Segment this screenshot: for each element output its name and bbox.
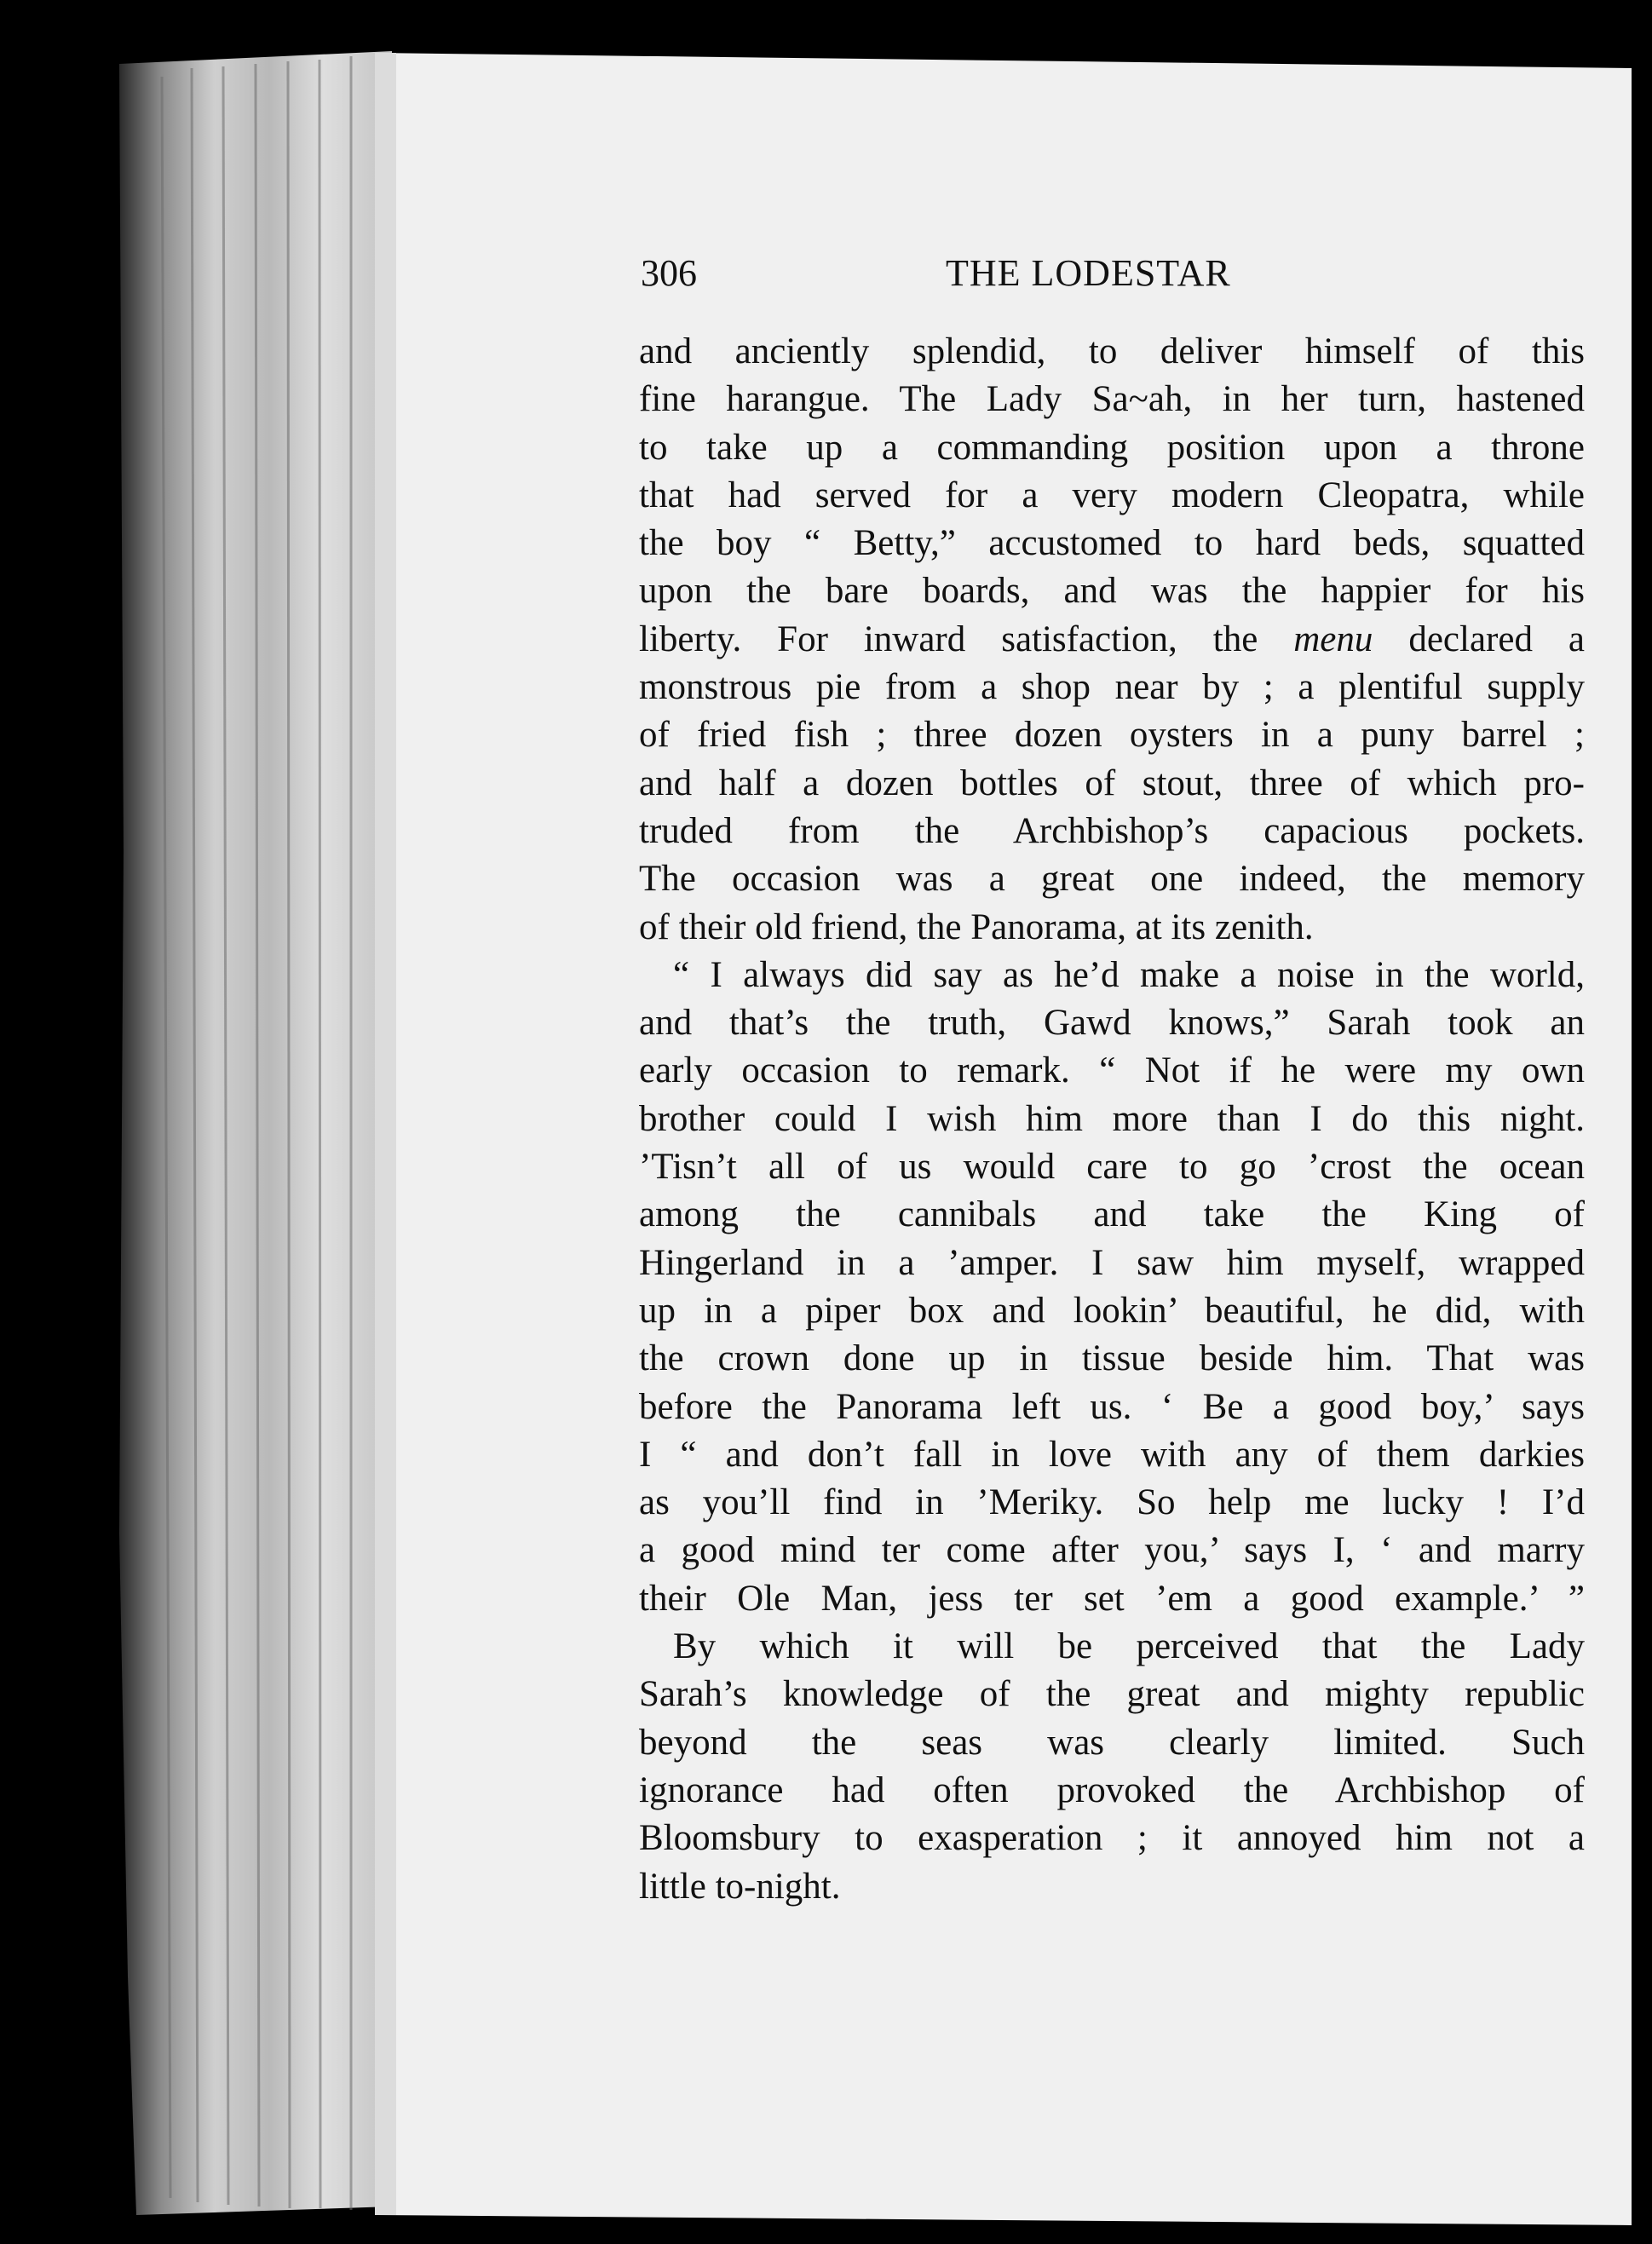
text-line: and anciently splendid, to deliver himself of this (639, 331, 1585, 371)
text-line: before the Panorama left us. ‘ Be a good boy,’ says (639, 1386, 1585, 1427)
text-line: “ I always did say as he’d make a noise in the world, (673, 954, 1585, 995)
text-line: little to-night. (639, 1866, 841, 1907)
text-line: a good mind ter come after you,’ says I, ‘ and marry (639, 1530, 1585, 1571)
text-line: Bloomsbury to exasperation ; it annoyed him not a (639, 1818, 1585, 1859)
text-line: Sarah’s knowledge of the great and mighty republic (639, 1674, 1585, 1715)
running-head (639, 243, 1585, 302)
text-line: their Ole Man, jess ter set ’em a good example.’ ” (639, 1578, 1585, 1619)
text-line: early occasion to remark. “ Not if he were my own (639, 1050, 1585, 1091)
text-line: beyond the seas was clearly limited. Such (639, 1722, 1585, 1763)
text-line: Hingerland in a ’amper. I saw him myself, wrapped (639, 1242, 1585, 1283)
page-text (639, 243, 1585, 1911)
text-line: of their old friend, the Panorama, at its zenith. (639, 906, 1314, 947)
text-line: ignorance had often provoked the Archbishop of (639, 1769, 1585, 1810)
text-line: I “ and don’t fall in love with any of them darkies (639, 1434, 1585, 1475)
text-line: among the cannibals and take the King of (639, 1194, 1585, 1235)
text-line: the crown done up in tissue beside him. That was (639, 1338, 1585, 1379)
text-line: truded from the Archbishop’s capacious pockets. (639, 810, 1585, 851)
text-line: upon the bare boards, and was the happier for his (639, 571, 1585, 612)
book-title: THE LODESTAR (946, 252, 1231, 294)
text-line: to take up a commanding position upon a throne (639, 427, 1585, 468)
page-number: 306 (641, 252, 697, 294)
text-line: of fried fish ; three dozen oysters in a puny barrel ; (639, 715, 1585, 756)
text-line: the boy “ Betty,” accustomed to hard beds, squatted (639, 523, 1585, 564)
text-line: fine harangue. The Lady Sa~ah, in her turn, hastened (639, 379, 1585, 420)
text-line: brother could I wish him more than I do this night. (639, 1098, 1585, 1139)
text-line: By which it will be perceived that the Lady (673, 1626, 1585, 1667)
text-line: and that’s the truth, Gawd knows,” Sarah took an (639, 1003, 1585, 1044)
text-line: monstrous pie from a shop near by ; a plentiful supply (639, 667, 1585, 708)
text-line: as you’ll find in ’Meriky. So help me lucky ! I’d (639, 1482, 1585, 1523)
text-line: that had served for a very modern Cleopatra, while (639, 475, 1585, 515)
body-text (639, 328, 1585, 1911)
text-line: and half a dozen bottles of stout, three of which pro- (639, 762, 1585, 803)
text-line: up in a piper box and lookin’ beautiful, he did, with (639, 1290, 1585, 1331)
text-line: The occasion was a great one indeed, the memory (639, 859, 1585, 900)
text-line: ’Tisn’t all of us would care to go ’crost the ocean (639, 1147, 1585, 1188)
text-line: liberty. For inward satisfaction, the menu declared a (639, 619, 1585, 659)
